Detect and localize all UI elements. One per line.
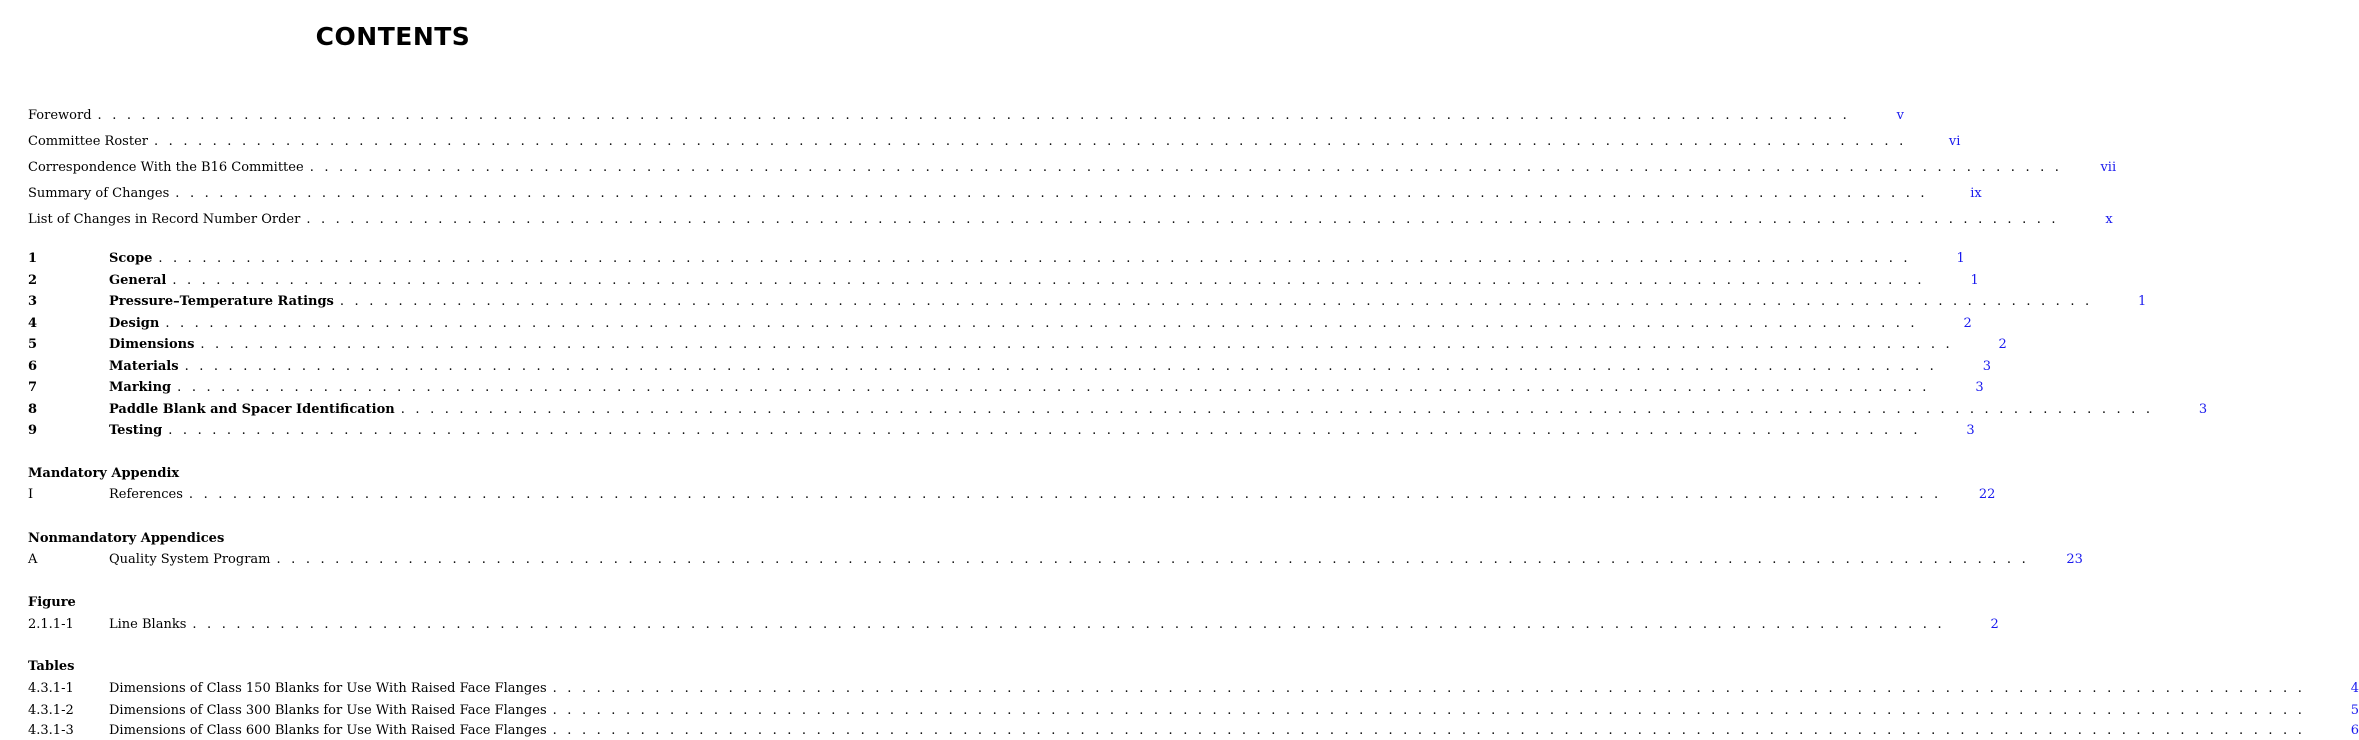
toc-page-link[interactable]: 2 (1963, 315, 1972, 331)
section-title: Scope (109, 251, 153, 266)
toc-section-2[interactable] (28, 272, 1979, 290)
toc-entry-foreword[interactable] (28, 107, 1904, 125)
dot-leader: . . . . . . . . . . . . . . . . . . . . . . . . . . . . . . . . . . . . . . . . . . . . . . . . . . . . . . . . . . . . . . . . . . . . . . . . . . . . . . . . . . . . . . . . . . . . . . . . . . . . . . . . . . . . . . . . . . . . . . . . (400, 401, 2154, 417)
toc-page-link[interactable]: 2 (1990, 617, 1999, 632)
section-number: 5 (28, 337, 38, 352)
toc-page-link[interactable]: 3 (1982, 358, 1991, 374)
section-title: Marking (109, 380, 172, 395)
dot-leader: . . . . . . . . . . . . . . . . . . . . . . . . . . . . . . . . . . . . . . . . . . . . . . . . . . . . . . . . . . . . . . . . . . . . . . . . . . . . . . . . . . . . . . . . . . . . . . . . . . . . . . . . . . . . . . . . . . . . . . . . (168, 423, 1921, 438)
dot-leader: . . . . . . . . . . . . . . . . . . . . . . . . . . . . . . . . . . . . . . . . . . . . . . . . . . . . . . . . . . . . . . . . . . . . . . . . . . . . . . . . . . . . . . . . . . . . . . . . . . . . . . . . . . . . . . . . . . . . . . . . (188, 487, 1942, 502)
toc-page-link[interactable]: 1 (2138, 294, 2147, 309)
dot-leader: . . . . . . . . . . . . . . . . . . . . . . . . . . . . . . . . . . . . . . . . . . . . . . . . . . . . . . . . . . . . . . . . . . . . . . . . . . . . . . . . . . . . . . . . . . . . . . . . . . . . . . . . . . . . . . . . . . . . . . . . (153, 134, 1907, 149)
toc-page-link[interactable]: 5 (2350, 702, 2359, 718)
appendix-number: I (28, 487, 34, 502)
toc-page-link[interactable]: 4 (2350, 681, 2359, 696)
table-number: 4.3.1-3 (28, 723, 74, 738)
dot-leader: . . . . . . . . . . . . . . . . . . . . . . . . . . . . . . . . . . . . . . . . . . . . . . . . . . . . . . . . . . . . . . . . . . . . . . . . . . . . . . . . . . . . . . . . . . . . . . . . . . . . . . . . . . . . . . . . . . . . . . . . (192, 617, 1945, 632)
toc-section-7[interactable] (28, 379, 1984, 397)
dot-leader: . . . . . . . . . . . . . . . . . . . . . . . . . . . . . . . . . . . . . . . . . . . . . . . . . . . . . . . . . . . . . . . . . . . . . . . . . . . . . . . . . . . . . . . . . . . . . . . . . . . . . . . . . . . . . . . . . . . . . . . . (552, 681, 2306, 696)
toc-figure-entry[interactable] (28, 616, 1999, 634)
dot-leader: . . . . . . . . . . . . . . . . . . . . . . . . . . . . . . . . . . . . . . . . . . . . . . . . . . . . . . . . . . . . . . . . . . . . . . . . . . . . . . . . . . . . . . . . . . . . . . . . . . . . . . . . . . . . . . . . . . . . . . . . (177, 380, 1930, 395)
toc-page-link[interactable]: 22 (1978, 487, 1996, 502)
dot-leader: . . . . . . . . . . . . . . . . . . . . . . . . . . . . . . . . . . . . . . . . . . . . . . . . . . . . . . . . . . . . . . . . . . . . . . . . . . . . . . . . . . . . . . . . . . . . . . . . . . . . . . . . . . . . . . . . . . . . . . . . (309, 160, 2063, 175)
figure-number: 2.1.1-1 (28, 617, 74, 632)
toc-page-link[interactable]: 2 (1998, 337, 2007, 352)
dot-leader: . . . . . . . . . . . . . . . . . . . . . . . . . . . . . . . . . . . . . . . . . . . . . . . . . . . . . . . . . . . . . . . . . . . . . . . . . . . . . . . . . . . . . . . . . . . . . . . . . . . . . . . . . . . . . . . . . . . . . . . . (200, 337, 1953, 352)
section-number: 2 (28, 272, 38, 288)
toc-table-entry[interactable] (28, 680, 2359, 698)
toc-entry-correspondence[interactable] (28, 159, 2117, 177)
dot-leader: . . . . . . . . . . . . . . . . . . . . . . . . . . . . . . . . . . . . . . . . . . . . . . . . . . . . . . . . . . . . . . . . . . . . . . . . . . . . . . . . . . . . . . . . . . . . . . . . . . . . . . . . . . . . . . . . . . . . . . . . (158, 251, 1911, 266)
toc-section-1[interactable] (28, 250, 1965, 268)
section-number: 3 (28, 294, 38, 309)
toc-page-link[interactable]: ix (1970, 186, 1982, 201)
toc-page-link[interactable]: 3 (1975, 380, 1984, 395)
section-number: 4 (28, 315, 38, 331)
dot-leader: . . . . . . . . . . . . . . . . . . . . . . . . . . . . . . . . . . . . . . . . . . . . . . . . . . . . . . . . . . . . . . . . . . . . . . . . . . . . . . . . . . . . . . . . . . . . . . . . . . . . . . . . . . . . . . . . . . . . . . . . (306, 212, 2059, 227)
toc-entry-label: Summary of Changes (28, 186, 170, 201)
mandatory-appendix-heading: Mandatory Appendix (28, 466, 180, 481)
toc-page-link[interactable]: x (2105, 212, 2113, 227)
toc-page-link[interactable]: vi (1948, 134, 1961, 149)
toc-page-link[interactable]: 1 (1970, 272, 1979, 288)
toc-appendix-entry[interactable] (28, 486, 1996, 504)
section-title: Design (109, 315, 160, 331)
toc-entry-committee-roster[interactable] (28, 133, 1961, 151)
table-number: 4.3.1-1 (28, 681, 74, 696)
toc-page-link[interactable]: 3 (2198, 401, 2208, 417)
toc-section-4[interactable] (28, 315, 1972, 333)
table-number: 4.3.1-2 (28, 702, 74, 718)
dot-leader: . . . . . . . . . . . . . . . . . . . . . . . . . . . . . . . . . . . . . . . . . . . . . . . . . . . . . . . . . . . . . . . . . . . . . . . . . . . . . . . . . . . . . . . . . . . . . . . . . . . . . . . . . . . . . . . . . . . . . . . . (552, 723, 2306, 738)
toc-page-link[interactable]: 23 (2066, 552, 2083, 567)
dot-leader: . . . . . . . . . . . . . . . . . . . . . . . . . . . . . . . . . . . . . . . . . . . . . . . . . . . . . . . . . . . . . . . . . . . . . . . . . . . . . . . . . . . . . . . . . . . . . . . . . . . . . . . . . . . . . . . . . . . . . . . . (97, 108, 1850, 123)
section-title: Testing (109, 423, 163, 438)
toc-section-6[interactable] (28, 358, 1991, 376)
appendix-number: A (28, 552, 38, 567)
toc-table-entry[interactable] (28, 702, 2359, 720)
dot-leader: . . . . . . . . . . . . . . . . . . . . . . . . . . . . . . . . . . . . . . . . . . . . . . . . . . . . . . . . . . . . . . . . . . . . . . . . . . . . . . . . . . . . . . . . . . . . . . . . . . . . . . . . . . . . . . . . . . . . . . . . (165, 315, 1918, 331)
toc-entry-label: Foreword (28, 108, 92, 123)
appendix-title: Quality System Program (109, 552, 271, 567)
table-title: Dimensions of Class 300 Blanks for Use With Raised Face Flanges (109, 702, 547, 718)
toc-entry-label: Committee Roster (28, 134, 148, 149)
toc-page-link[interactable]: 1 (1956, 251, 1965, 266)
section-number: 1 (28, 251, 38, 266)
table-title: Dimensions of Class 600 Blanks for Use With Raised Face Flanges (109, 723, 547, 738)
toc-page-link[interactable]: vii (2100, 160, 2117, 175)
dot-leader: . . . . . . . . . . . . . . . . . . . . . . . . . . . . . . . . . . . . . . . . . . . . . . . . . . . . . . . . . . . . . . . . . . . . . . . . . . . . . . . . . . . . . . . . . . . . . . . . . . . . . . . . . . . . . . . . . . . . . . . . (184, 358, 1937, 374)
section-number: 8 (28, 401, 38, 417)
tables-heading: Tables (28, 659, 75, 674)
toc-page-link[interactable]: 6 (2350, 723, 2359, 738)
toc-section-8[interactable] (28, 401, 2208, 419)
section-title: Materials (109, 358, 179, 374)
section-number: 6 (28, 358, 38, 374)
section-title: Paddle Blank and Spacer Identification (109, 401, 395, 417)
toc-entry-list-of-changes[interactable] (28, 211, 2113, 229)
toc-section-5[interactable] (28, 336, 2007, 354)
section-title: Dimensions (109, 337, 195, 352)
dot-leader: . . . . . . . . . . . . . . . . . . . . . . . . . . . . . . . . . . . . . . . . . . . . . . . . . . . . . . . . . . . . . . . . . . . . . . . . . . . . . . . . . . . . . . . . . . . . . . . . . . . . . . . . . . . . . . . . . . . . . . . . (276, 552, 2029, 567)
toc-section-9[interactable] (28, 422, 1975, 440)
toc-table-entry[interactable] (28, 722, 2359, 740)
dot-leader: . . . . . . . . . . . . . . . . . . . . . . . . . . . . . . . . . . . . . . . . . . . . . . . . . . . . . . . . . . . . . . . . . . . . . . . . . . . . . . . . . . . . . . . . . . . . . . . . . . . . . . . . . . . . . . . . . . . . . . . . (172, 272, 1925, 288)
toc-appendix-entry[interactable] (28, 551, 2083, 569)
section-title: General (109, 272, 167, 288)
toc-entry-label: Correspondence With the B16 Committee (28, 160, 304, 175)
toc-entry-label: List of Changes in Record Number Order (28, 212, 301, 227)
dot-leader: . . . . . . . . . . . . . . . . . . . . . . . . . . . . . . . . . . . . . . . . . . . . . . . . . . . . . . . . . . . . . . . . . . . . . . . . . . . . . . . . . . . . . . . . . . . . . . . . . . . . . . . . . . . . . . . . . . . . . . . . (175, 186, 1928, 201)
toc-section-3[interactable] (28, 293, 2147, 311)
section-number: 9 (28, 423, 38, 438)
toc-entry-summary-of-changes[interactable] (28, 185, 1982, 203)
page-title: CONTENTS (315, 22, 471, 51)
figure-heading: Figure (28, 595, 76, 610)
section-title: Pressure–Temperature Ratings (109, 294, 334, 309)
appendix-title: References (109, 487, 183, 502)
dot-leader: . . . . . . . . . . . . . . . . . . . . . . . . . . . . . . . . . . . . . . . . . . . . . . . . . . . . . . . . . . . . . . . . . . . . . . . . . . . . . . . . . . . . . . . . . . . . . . . . . . . . . . . . . . . . . . . . . . . . . . . . (339, 294, 2093, 309)
toc-page-link[interactable]: 3 (1966, 423, 1975, 438)
figure-title: Line Blanks (109, 617, 187, 632)
dot-leader: . . . . . . . . . . . . . . . . . . . . . . . . . . . . . . . . . . . . . . . . . . . . . . . . . . . . . . . . . . . . . . . . . . . . . . . . . . . . . . . . . . . . . . . . . . . . . . . . . . . . . . . . . . . . . . . . . . . . . . . . (552, 702, 2306, 718)
toc-page-link[interactable]: v (1896, 108, 1904, 123)
nonmandatory-appendices-heading: Nonmandatory Appendices (28, 531, 225, 546)
table-title: Dimensions of Class 150 Blanks for Use With Raised Face Flanges (109, 681, 547, 696)
section-number: 7 (28, 380, 38, 395)
